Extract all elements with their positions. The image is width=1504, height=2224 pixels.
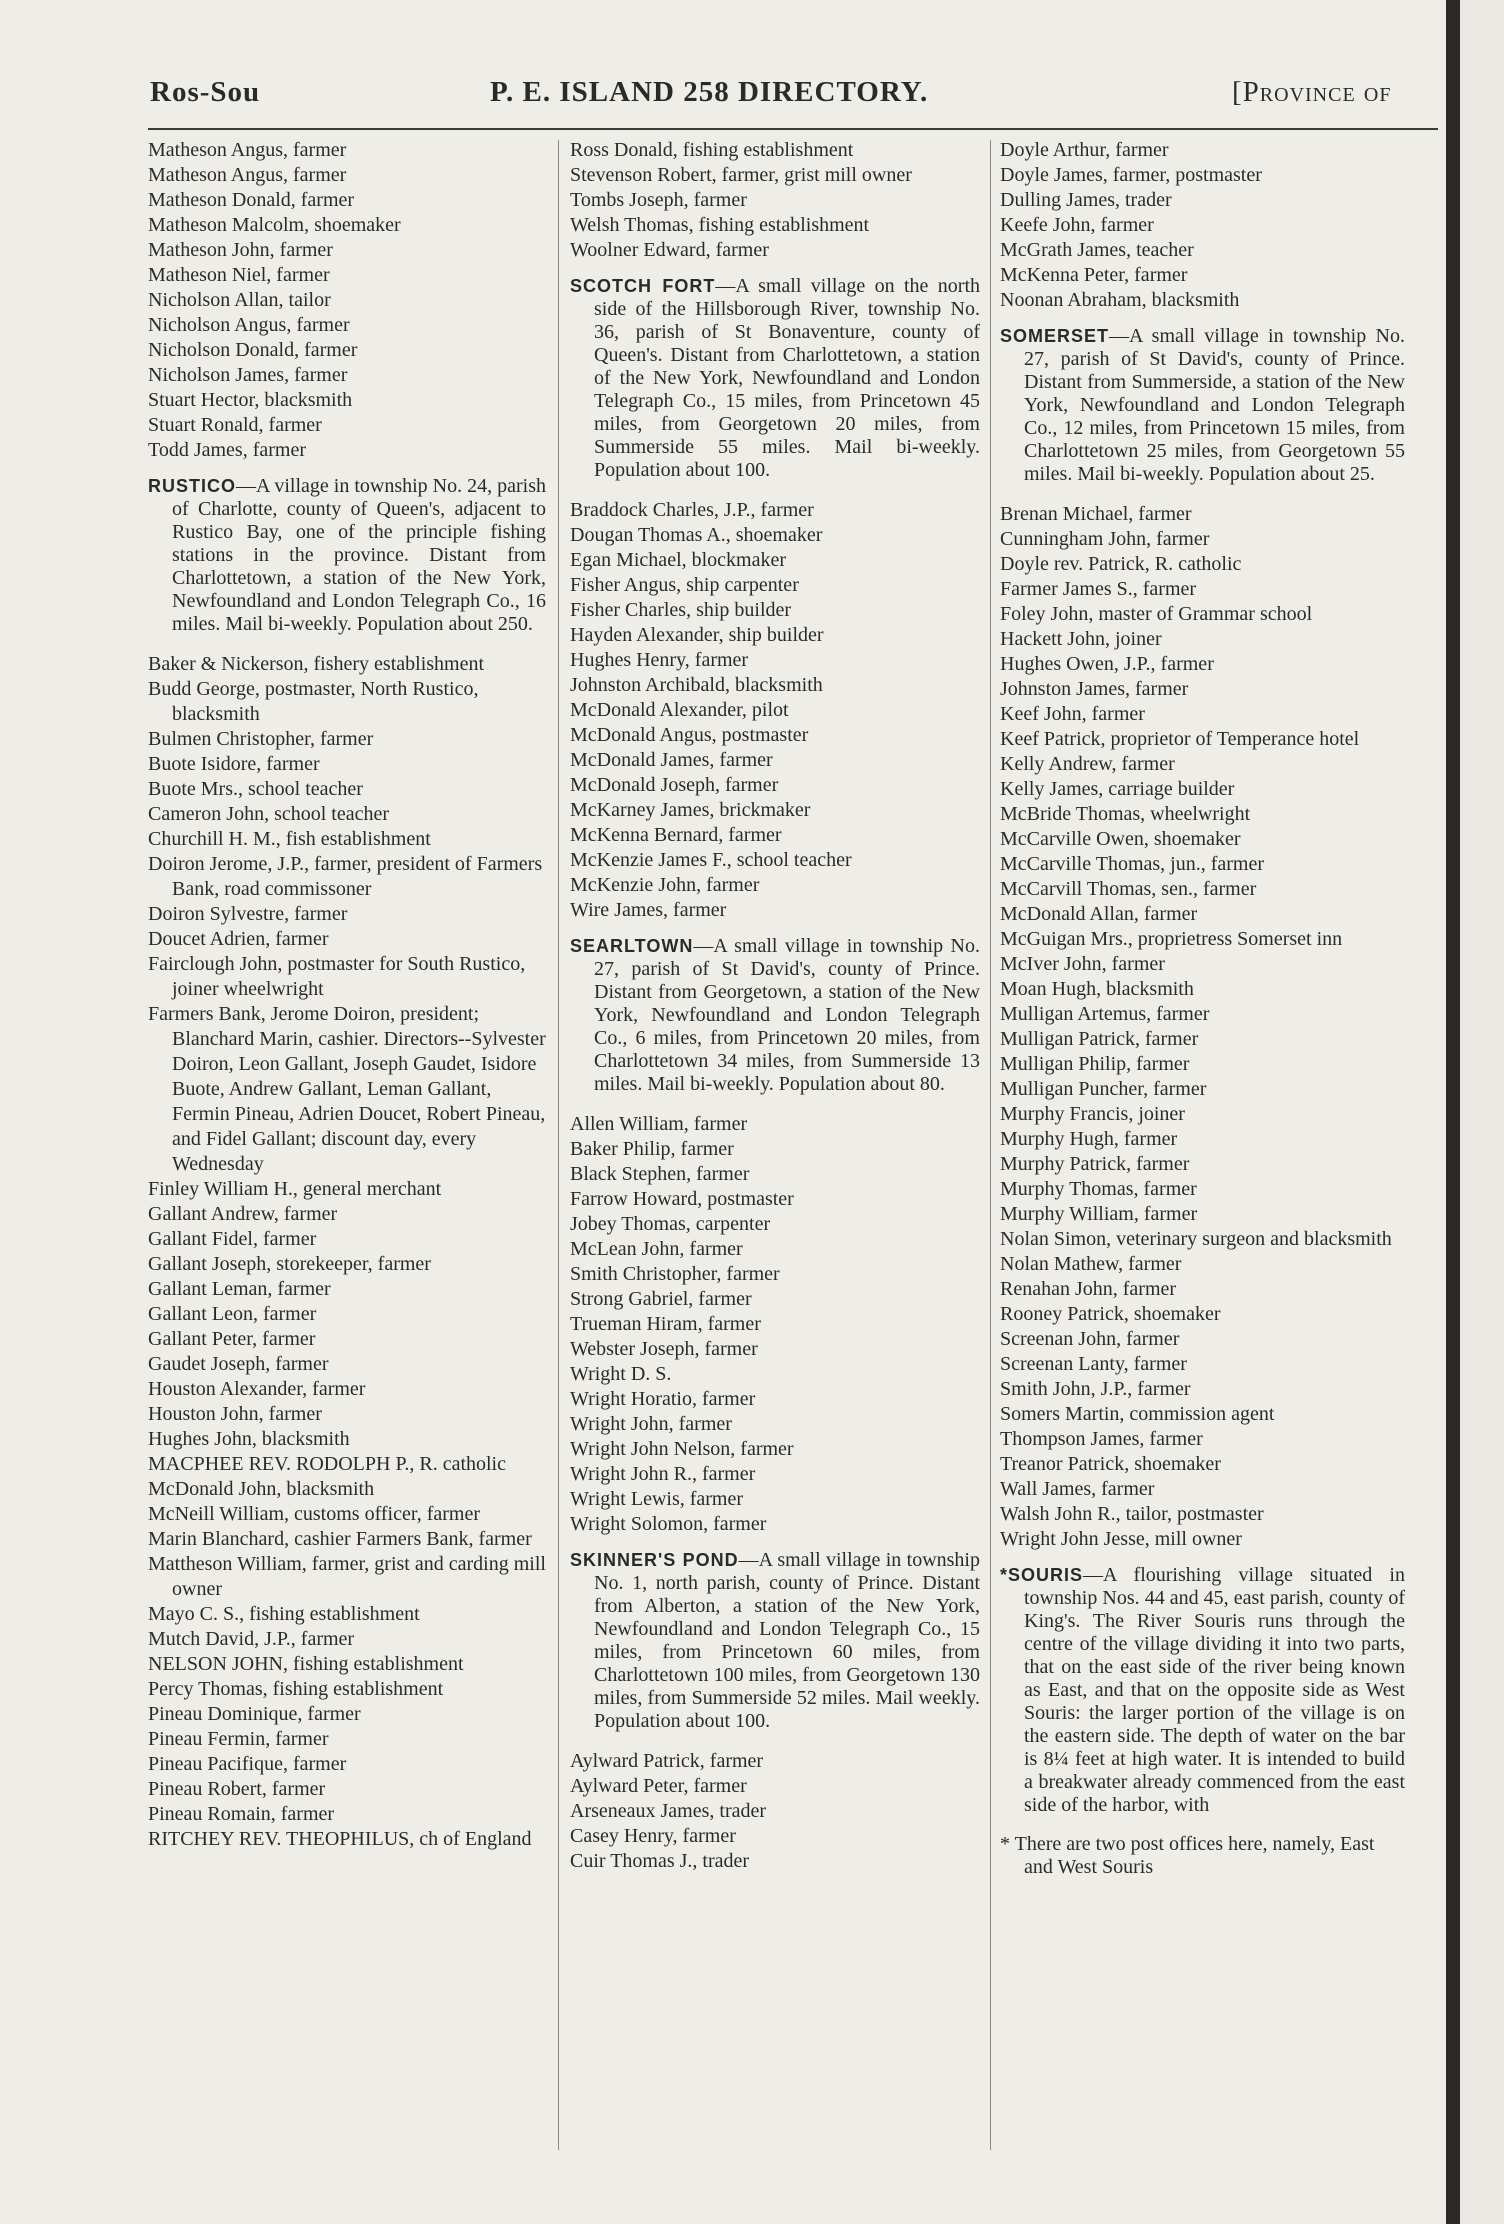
place-description: —A small village in township No. 1, north parish, county of Prince. Distant from Alberton, a station of the New York, Newfoundland and London Telegraph Co., 15 miles, from Princetown 60 miles, from Charlottetown 100 miles, from Georgetown 130 miles, from Summerside 52 miles. Mail weekly. Population about 100. (594, 1549, 980, 1732)
place-name: SOMERSET (1000, 326, 1110, 346)
directory-entry: Murphy William, farmer (1000, 1203, 1198, 1225)
directory-entry: Noonan Abraham, blacksmith (1000, 289, 1240, 311)
directory-entry: Matheson Niel, farmer (148, 264, 330, 286)
directory-entry: Pineau Dominique, farmer (148, 1703, 361, 1725)
directory-entry: Gallant Leman, farmer (148, 1278, 331, 1300)
directory-entry: Arseneaux James, trader (570, 1800, 767, 1822)
directory-entry: Mayo C. S., fishing establishment (148, 1603, 420, 1625)
directory-entry: Bulmen Christopher, farmer (148, 728, 374, 750)
place-name: SEARLTOWN (570, 936, 694, 956)
directory-entry: McDonald Alexander, pilot (570, 699, 789, 721)
directory-entry: Doucet Adrien, farmer (148, 928, 329, 950)
directory-entry: Murphy Francis, joiner (1000, 1103, 1185, 1125)
directory-entry: Pineau Pacifique, farmer (148, 1753, 347, 1775)
directory-entry: Hayden Alexander, ship builder (570, 624, 824, 646)
directory-entry: Budd George, postmaster, North Rustico, blacksmith (148, 678, 479, 725)
directory-entry: Baker & Nickerson, fishery establishment (148, 653, 485, 675)
directory-entry: Matheson Donald, farmer (148, 189, 355, 211)
place-scotch-fort (570, 275, 980, 482)
directory-entry: McLean John, farmer (570, 1238, 743, 1260)
directory-entry: Farrow Howard, postmaster (570, 1188, 794, 1210)
directory-entry: Nicholson Allan, tailor (148, 289, 331, 311)
directory-entry: Farmers Bank, Jerome Doiron, president; Blanchard Marin, cashier. Directors--Sylvester Doiron, Leon Gallant, Joseph Gaudet, Isidore Buote, Andrew Gallant, Leman Gallant, Fermin Pineau, Adrien Doucet, Robert Pineau, and Fidel Gallant; discount day, every Wednesday (148, 1003, 546, 1175)
header-province: [Province of (1232, 76, 1392, 108)
directory-entry: Foley John, master of Grammar school (1000, 603, 1313, 625)
directory-entry: Mulligan Puncher, farmer (1000, 1078, 1207, 1100)
directory-entry: Gallant Andrew, farmer (148, 1203, 338, 1225)
directory-entry: Renahan John, farmer (1000, 1278, 1177, 1300)
directory-entry: Buote Mrs., school teacher (148, 778, 363, 800)
directory-entry: Welsh Thomas, fishing establishment (570, 214, 870, 236)
directory-entry: Cunningham John, farmer (1000, 528, 1210, 550)
directory-entry: Jobey Thomas, carpenter (570, 1213, 771, 1235)
directory-entry: Doyle James, farmer, postmaster (1000, 164, 1262, 186)
place-description: —A small village on the north side of the Hillsborough River, township No. 36, parish of St Bonaventure, county of Queen's. Distant from Charlottetown, a station of the New York, Newfoundland and London Telegraph Co., 15 miles, from Princetown 45 miles, from Georgetown 20 miles, from Summerside 55 miles. Mail bi-weekly. Population about 100. (594, 275, 980, 481)
directory-entry: McDonald Joseph, farmer (570, 774, 779, 796)
directory-entry: McDonald James, farmer (570, 749, 773, 771)
directory-entry: Nicholson Angus, farmer (148, 314, 350, 336)
directory-entry: Cuir Thomas J., trader (570, 1850, 750, 1872)
directory-entry: Wire James, farmer (570, 899, 727, 921)
directory-entry: Hughes Owen, J.P., farmer (1000, 653, 1214, 675)
directory-entry: Houston John, farmer (148, 1403, 322, 1425)
directory-entry: Screenan John, farmer (1000, 1328, 1180, 1350)
directory-entry: Casey Henry, farmer (570, 1825, 736, 1847)
directory-entry: McDonald Allan, farmer (1000, 903, 1198, 925)
directory-entry: Gallant Fidel, farmer (148, 1228, 317, 1250)
directory-entry: Fairclough John, postmaster for South Rustico, joiner wheelwright (148, 953, 526, 1000)
directory-entry: Todd James, farmer (148, 439, 306, 461)
directory-entry: Aylward Peter, farmer (570, 1775, 747, 1797)
directory-entry: Matheson John, farmer (148, 239, 333, 261)
directory-entry: McDonald Angus, postmaster (570, 724, 809, 746)
directory-entry: Ross Donald, fishing establishment (570, 139, 854, 161)
directory-entry: Doiron Sylvestre, farmer (148, 903, 348, 925)
directory-entry: Smith Christopher, farmer (570, 1263, 780, 1285)
directory-entry: McKenzie John, farmer (570, 874, 760, 896)
directory-entry: McKenna Peter, farmer (1000, 264, 1188, 286)
book-gutter (1446, 0, 1460, 2224)
directory-entry: Walsh John R., tailor, postmaster (1000, 1503, 1264, 1525)
directory-entry: Smith John, J.P., farmer (1000, 1378, 1191, 1400)
directory-entry: Matheson Angus, farmer (148, 164, 347, 186)
place-searltown (570, 935, 980, 1096)
directory-entry: Webster Joseph, farmer (570, 1338, 758, 1360)
directory-entry: Wright Lewis, farmer (570, 1488, 744, 1510)
directory-entry: Treanor Patrick, shoemaker (1000, 1453, 1221, 1475)
footnote: * There are two post offices here, namely, East and West Souris (1000, 1833, 1375, 1878)
directory-entry: Murphy Hugh, farmer (1000, 1128, 1178, 1150)
directory-entry: McGuigan Mrs., proprietress Somerset inn (1000, 928, 1343, 950)
place-skinners-pond (570, 1549, 980, 1733)
directory-entry: Mulligan Patrick, farmer (1000, 1028, 1199, 1050)
directory-entry: Gallant Joseph, storekeeper, farmer (148, 1253, 431, 1275)
directory-entry: Doyle Arthur, farmer (1000, 139, 1169, 161)
directory-entry: Woolner Edward, farmer (570, 239, 769, 261)
directory-entry: Fisher Angus, ship carpenter (570, 574, 799, 596)
directory-entry: Keef Patrick, proprietor of Temperance hotel (1000, 728, 1360, 750)
directory-entry: Buote Isidore, farmer (148, 753, 320, 775)
adjacent-page-edge (1460, 0, 1504, 2224)
header-section-range: Ros-Sou (150, 76, 261, 108)
directory-entry: Doyle rev. Patrick, R. catholic (1000, 553, 1242, 575)
directory-entry: Gaudet Joseph, farmer (148, 1353, 329, 1375)
place-description: —A village in township No. 24, parish of Charlotte, county of Queen's, adjacent to Rustico Bay, one of the principle fishing stations in the province. Distant from Charlottetown, a station of the New York, Newfoundland and London Telegraph Co., 16 miles. Mail bi-weekly. Population about 250. (172, 475, 546, 635)
directory-entry: NELSON JOHN, fishing establishment (148, 1653, 464, 1675)
directory-entry: Moan Hugh, blacksmith (1000, 978, 1194, 1000)
header-title: P. E. ISLAND 258 DIRECTORY. (490, 76, 929, 108)
directory-entry: Tombs Joseph, farmer (570, 189, 747, 211)
directory-entry: McBride Thomas, wheelwright (1000, 803, 1251, 825)
directory-entry: Finley William H., general merchant (148, 1178, 442, 1200)
directory-entry: Somers Martin, commission agent (1000, 1403, 1275, 1425)
header-rule (148, 128, 1438, 130)
directory-entry: Stuart Hector, blacksmith (148, 389, 353, 411)
place-description: —A flourishing village situated in township Nos. 44 and 45, east parish, county of King's. The River Souris runs through the centre of the village dividing it into two parts, that on the east side of the river being known as East, and that on the opposite side as West Souris: the larger portion of the village is on the eastern side. The depth of water on the bar is 8¼ feet at high water. It is intended to build a breakwater already commenced from the east side of the harbor, with (1024, 1564, 1405, 1816)
directory-entry: Allen William, farmer (570, 1113, 748, 1135)
directory-entry: Wright John, farmer (570, 1413, 732, 1435)
directory-entry: MACPHEE REV. RODOLPH P., R. catholic (148, 1453, 506, 1475)
directory-entry: Doiron Jerome, J.P., farmer, president of Farmers Bank, road commissoner (148, 853, 543, 900)
directory-entry: Gallant Leon, farmer (148, 1303, 317, 1325)
directory-entry: Stuart Ronald, farmer (148, 414, 322, 436)
directory-entry: McCarvill Thomas, sen., farmer (1000, 878, 1257, 900)
directory-entry: Matheson Malcolm, shoemaker (148, 214, 401, 236)
directory-entry: Braddock Charles, J.P., farmer (570, 499, 814, 521)
directory-entry: Egan Michael, blockmaker (570, 549, 787, 571)
directory-entry: Houston Alexander, farmer (148, 1378, 366, 1400)
column-divider (558, 140, 559, 2150)
directory-entry: Trueman Hiram, farmer (570, 1313, 761, 1335)
directory-entry: Wright D. S. (570, 1363, 672, 1385)
directory-entry: Johnston James, farmer (1000, 678, 1189, 700)
place-description: —A small village in township No. 27, parish of St David's, county of Prince. Distant from Georgetown, a station of the New York, Newfoundland and London Telegraph Co., 6 miles, from Princetown 20 miles, from Charlottetown 34 miles, from Summerside 13 miles. Mail bi-weekly. Population about 80. (594, 935, 980, 1095)
directory-entry: Wright John R., farmer (570, 1463, 756, 1485)
directory-entry: McKenna Bernard, farmer (570, 824, 782, 846)
directory-entry: McDonald John, blacksmith (148, 1478, 375, 1500)
directory-entry: McKarney James, brickmaker (570, 799, 811, 821)
directory-entry: Hughes Henry, farmer (570, 649, 749, 671)
place-souris (1000, 1564, 1405, 1817)
directory-entry: Pineau Romain, farmer (148, 1803, 335, 1825)
column-3 (1000, 138, 1405, 1879)
directory-entry: Wall James, farmer (1000, 1478, 1155, 1500)
directory-entry: Kelly James, carriage builder (1000, 778, 1235, 800)
directory-entry: Nicholson James, farmer (148, 364, 348, 386)
directory-entry: Strong Gabriel, farmer (570, 1288, 752, 1310)
directory-entry: Mutch David, J.P., farmer (148, 1628, 355, 1650)
directory-entry: Gallant Peter, farmer (148, 1328, 316, 1350)
directory-entry: McNeill William, customs officer, farmer (148, 1503, 481, 1525)
place-somerset (1000, 325, 1405, 486)
place-rustico (148, 475, 546, 636)
directory-entry: Nolan Simon, veterinary surgeon and blacksmith (1000, 1228, 1392, 1250)
directory-entry: Murphy Thomas, farmer (1000, 1178, 1197, 1200)
directory-entry: Nolan Mathew, farmer (1000, 1253, 1182, 1275)
column-2 (570, 138, 980, 1874)
directory-entry: Keefe John, farmer (1000, 214, 1154, 236)
directory-entry: Aylward Patrick, farmer (570, 1750, 764, 1772)
directory-entry: McGrath James, teacher (1000, 239, 1194, 261)
directory-entry: Thompson James, farmer (1000, 1428, 1203, 1450)
directory-entry: Fisher Charles, ship builder (570, 599, 792, 621)
directory-entry: Mulligan Artemus, farmer (1000, 1003, 1210, 1025)
place-name: SKINNER'S POND (570, 1550, 739, 1570)
directory-entry: Mattheson William, farmer, grist and carding mill owner (148, 1553, 546, 1600)
directory-entry: McIver John, farmer (1000, 953, 1165, 975)
place-name: SCOTCH FORT (570, 276, 716, 296)
directory-entry: Farmer James S., farmer (1000, 578, 1197, 600)
directory-entry: RITCHEY REV. THEOPHILUS, ch of England (148, 1828, 532, 1850)
directory-entry: McCarville Thomas, jun., farmer (1000, 853, 1265, 875)
column-1 (148, 138, 546, 1852)
directory-entry: Rooney Patrick, shoemaker (1000, 1303, 1221, 1325)
directory-entry: Black Stephen, farmer (570, 1163, 750, 1185)
directory-entry: Pineau Robert, farmer (148, 1778, 326, 1800)
place-name: *SOURIS (1000, 1565, 1084, 1585)
place-name: RUSTICO (148, 476, 236, 496)
directory-entry: Johnston Archibald, blacksmith (570, 674, 823, 696)
directory-entry: Baker Philip, farmer (570, 1138, 734, 1160)
directory-entry: Hughes John, blacksmith (148, 1428, 350, 1450)
directory-entry: Brenan Michael, farmer (1000, 503, 1192, 525)
directory-entry: Nicholson Donald, farmer (148, 339, 358, 361)
directory-entry: Marin Blanchard, cashier Farmers Bank, farmer (148, 1528, 532, 1550)
directory-entry: McCarville Owen, shoemaker (1000, 828, 1241, 850)
directory-entry: Dulling James, trader (1000, 189, 1172, 211)
directory-entry: Dougan Thomas A., shoemaker (570, 524, 823, 546)
page-header (150, 76, 1450, 116)
directory-entry: McKenzie James F., school teacher (570, 849, 852, 871)
directory-entry: Wright Horatio, farmer (570, 1388, 756, 1410)
directory-entry: Percy Thomas, fishing establishment (148, 1678, 444, 1700)
directory-entry: Stevenson Robert, farmer, grist mill owner (570, 164, 912, 186)
directory-entry: Keef John, farmer (1000, 703, 1145, 725)
directory-entry: Churchill H. M., fish establishment (148, 828, 431, 850)
directory-entry: Matheson Angus, farmer (148, 139, 347, 161)
directory-entry: Wright John Nelson, farmer (570, 1438, 794, 1460)
place-description: —A small village in township No. 27, parish of St David's, county of Prince. Distant from Summerside, a station of the New York, Newfoundland and London Telegraph Co., 12 miles, from Princetown 15 miles, from Charlottetown 25 miles, from Georgetown 55 miles. Mail bi-weekly. Population about 25. (1024, 325, 1405, 485)
directory-entry: Screenan Lanty, farmer (1000, 1353, 1187, 1375)
directory-entry: Kelly Andrew, farmer (1000, 753, 1175, 775)
column-divider (990, 140, 991, 2150)
directory-entry: Mulligan Philip, farmer (1000, 1053, 1190, 1075)
directory-entry: Cameron John, school teacher (148, 803, 390, 825)
directory-entry: Hackett John, joiner (1000, 628, 1162, 650)
directory-entry: Wright Solomon, farmer (570, 1513, 767, 1535)
directory-entry: Murphy Patrick, farmer (1000, 1153, 1190, 1175)
directory-entry: Wright John Jesse, mill owner (1000, 1528, 1242, 1550)
directory-entry: Pineau Fermin, farmer (148, 1728, 329, 1750)
